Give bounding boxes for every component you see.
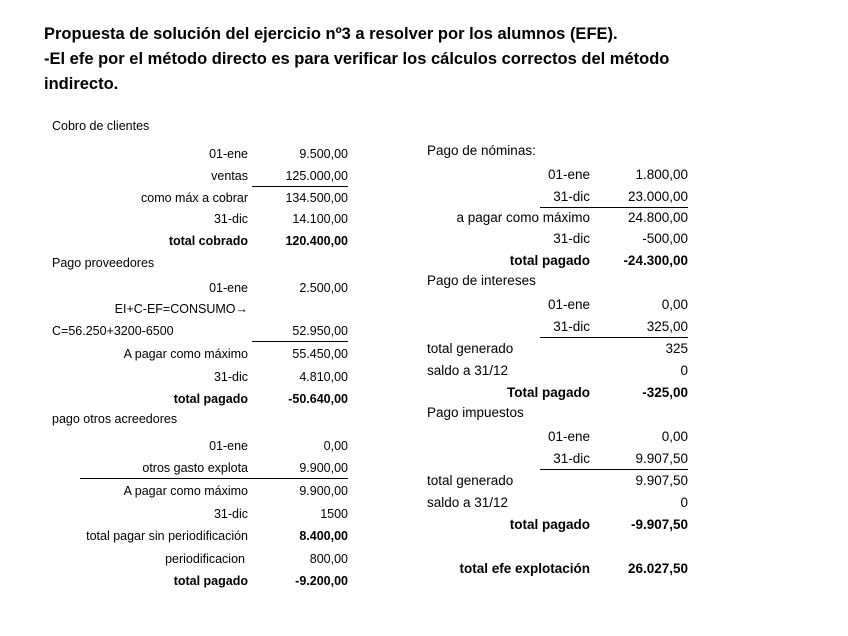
row-label: total pagar sin periodificación	[86, 529, 248, 543]
table-row	[0, 251, 700, 271]
row-value: 9.900,00	[248, 458, 348, 479]
row-label: 01-ene	[547, 297, 590, 312]
row-value: 2.500,00	[299, 281, 348, 295]
row-label: saldo a 31/12	[427, 363, 509, 378]
row-label: total generado	[427, 341, 514, 356]
row-value: -50.640,00	[288, 392, 348, 406]
row-value: 0,00	[323, 439, 348, 453]
row-label: 31-dic	[213, 212, 248, 226]
row-label: total cobrado	[168, 234, 248, 248]
row-value: 0,00	[661, 429, 688, 444]
row-label: ventas	[211, 169, 248, 183]
row-value: -9.907,50	[630, 517, 688, 532]
row-value: -500,00	[642, 231, 688, 246]
table-row	[0, 144, 360, 164]
row-value: 800,00	[309, 552, 348, 566]
title-line-1: Propuesta de solución del ejercicio nº3 a resolver por los alumnos (EFE).	[44, 25, 618, 43]
section-header-pago-intereses: Pago de intereses	[427, 273, 536, 288]
row-label: 31-dic	[540, 317, 590, 338]
document-title	[44, 22, 824, 97]
row-value: 134.500,00	[285, 191, 348, 205]
row-label: 31-dic	[213, 370, 248, 384]
grand-total-row	[0, 559, 700, 579]
row-value: 125.000,00	[252, 166, 348, 187]
section-header-pago-proveedores: Pago proveedores	[52, 256, 155, 270]
row-value: 1.800,00	[635, 167, 688, 182]
row-label: Total pagado	[507, 385, 590, 400]
row-label: EI+C-EF=CONSUMO→	[114, 302, 248, 316]
table-row	[0, 471, 700, 491]
row-value: 9.907,50	[635, 473, 688, 488]
row-label: periodificacion	[165, 552, 245, 566]
row-label: otros gasto explota	[80, 458, 248, 479]
row-value: 0	[680, 495, 688, 510]
row-label: 31-dic	[540, 187, 590, 208]
row-label: C=56.250+3200-6500	[52, 324, 174, 338]
row-value: 1500	[320, 507, 348, 521]
table-row	[0, 339, 700, 359]
row-label: a pagar como máximo	[456, 210, 590, 225]
row-label: total generado	[427, 473, 514, 488]
grand-total-value: 26.027,50	[627, 561, 688, 576]
table-row	[0, 427, 700, 447]
row-value: 4.810,00	[299, 370, 348, 384]
row-label: 31-dic	[553, 231, 590, 246]
row-value: 325	[665, 341, 688, 356]
row-value: -9.200,00	[295, 574, 348, 588]
row-value: 14.100,00	[292, 212, 348, 226]
section-header-pago-impuestos: Pago impuestos	[427, 405, 524, 420]
title-line-2: -El efe por el método directo es para verificar los cálculos correctos del método	[44, 50, 670, 68]
row-value: 9.500,00	[299, 147, 348, 161]
table-row	[0, 208, 700, 228]
row-value: 9.900,00	[299, 484, 348, 498]
table-row	[0, 187, 700, 207]
row-label: total pagado	[509, 517, 590, 532]
table-row	[0, 493, 700, 513]
row-value: 0	[680, 363, 688, 378]
row-value: 23.000,00	[590, 187, 688, 208]
table-row	[0, 383, 700, 403]
row-label: 01-ene	[209, 439, 248, 453]
row-value: 8.400,00	[299, 529, 348, 543]
row-label: 01-ene	[547, 429, 590, 444]
row-value: 24.800,00	[627, 210, 688, 225]
row-value: -325,00	[642, 385, 688, 400]
row-value: 0,00	[661, 297, 688, 312]
table-row	[0, 165, 700, 185]
row-value: 9.907,50	[590, 449, 688, 470]
title-line-3: indirecto.	[44, 75, 119, 93]
table-row	[0, 317, 700, 337]
row-value: 325,00	[590, 317, 688, 338]
section-header-pago-nominas: Pago de nóminas:	[427, 143, 536, 158]
row-label: total pagado	[509, 253, 590, 268]
row-label: total pagado	[173, 574, 248, 588]
grand-total-label: total efe explotación	[459, 561, 590, 576]
table-row	[0, 295, 700, 315]
row-label: 01-ene	[209, 147, 248, 161]
table-row	[0, 229, 700, 249]
row-label: como máx a cobrar	[141, 191, 248, 205]
row-label: 31-dic	[213, 507, 248, 521]
row-label: total pagado	[173, 392, 248, 406]
table-row	[0, 361, 700, 381]
row-value: 52.950,00	[252, 321, 348, 342]
row-value: 55.450,00	[292, 347, 348, 361]
table-row	[0, 515, 700, 535]
table-row	[0, 449, 700, 469]
row-label: saldo a 31/12	[427, 495, 509, 510]
section-header-cobro-clientes: Cobro de clientes	[52, 119, 150, 133]
row-value: 120.400,00	[285, 234, 348, 248]
row-value: -24.300,00	[623, 253, 688, 268]
section-header-otros-acreedores: pago otros acreedores	[52, 412, 178, 426]
row-label: 01-ene	[547, 167, 590, 182]
row-label: 31-dic	[540, 449, 590, 470]
row-label: A pagar como máximo	[123, 347, 248, 361]
row-label: 01-ene	[209, 281, 248, 295]
row-label: A pagar como máximo	[123, 484, 248, 498]
